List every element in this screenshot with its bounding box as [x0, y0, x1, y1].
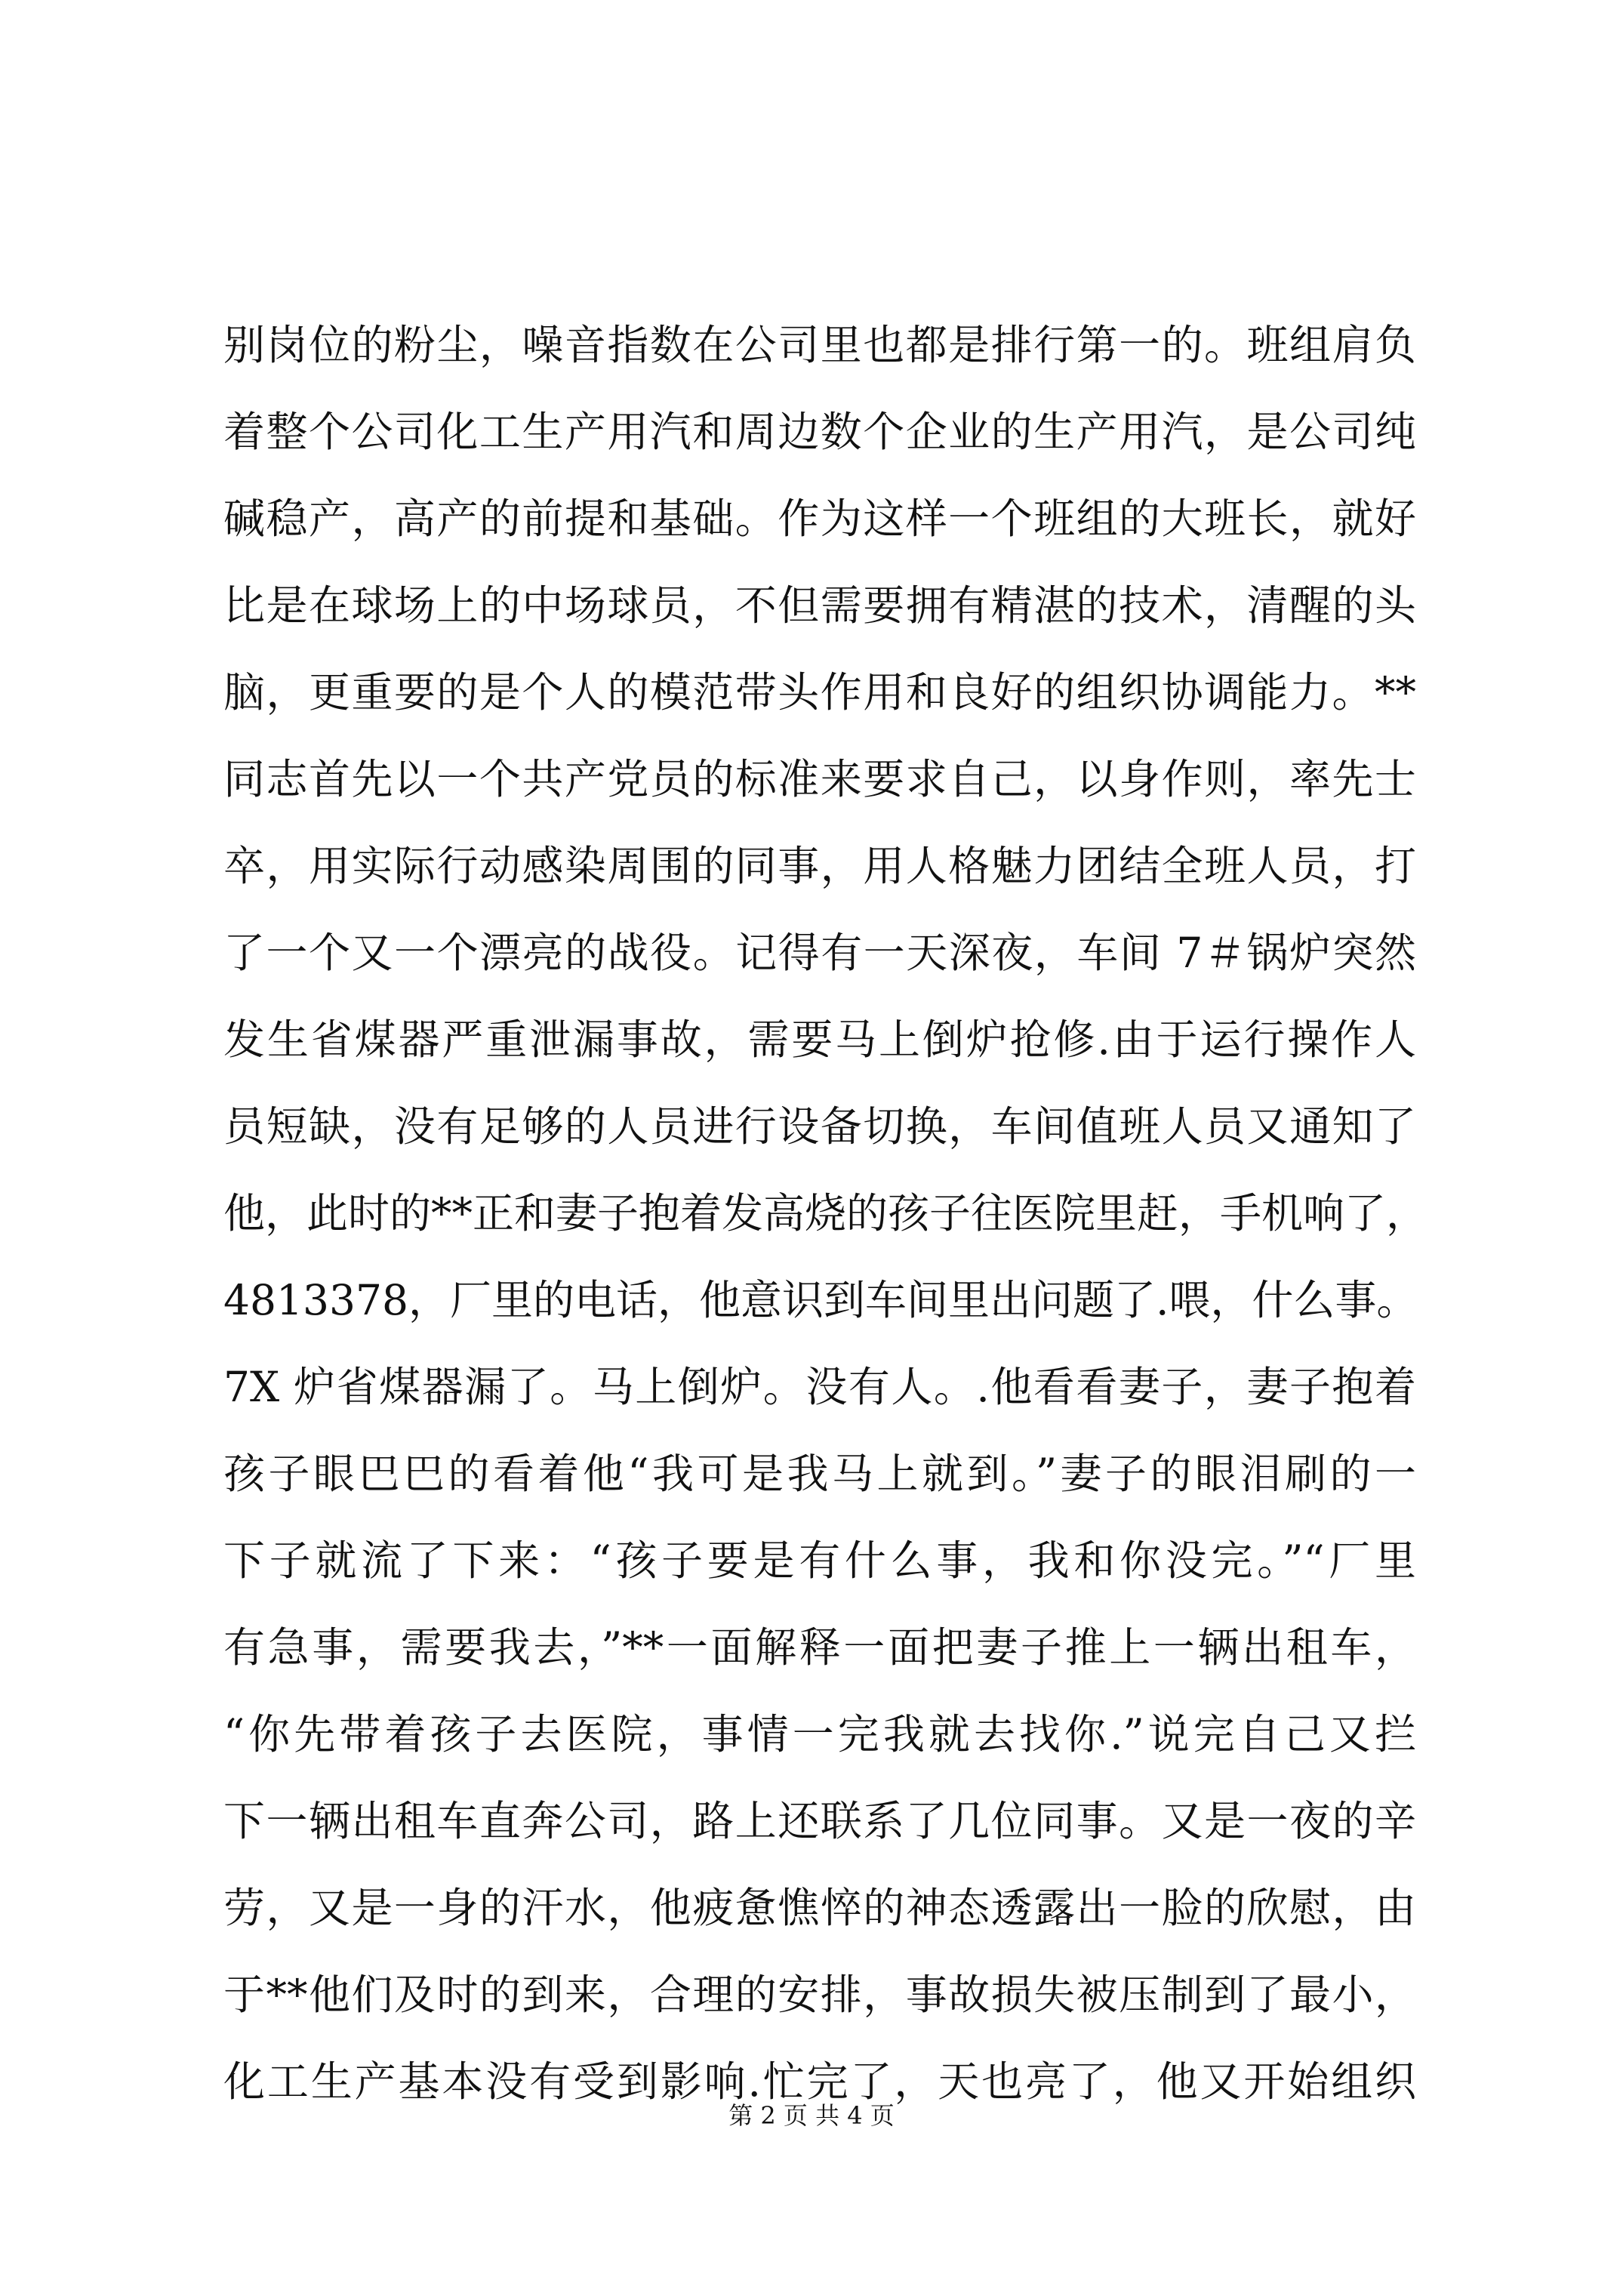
- text-line: 了一个又一个漂亮的战役。记得有一天深夜，车间 7＃锅炉突然: [223, 929, 1416, 977]
- text-line: 化工生产基本没有受到影响.忙完了，天也亮了，他又开始组织: [223, 2057, 1416, 2106]
- text-line: 4813378，厂里的电话，他意识到车间里出问题了.喂，什么事。: [223, 1276, 1418, 1324]
- text-line: 劳，又是一身的汗水，他疲惫憔悴的神态透露出一脸的欣慰，由: [223, 1884, 1416, 1932]
- body-text: [223, 302, 1428, 2125]
- text-line: 碱稳产，高产的前提和基础。作为这样一个班组的大班长，就好: [223, 495, 1416, 543]
- text-line: 员短缺，没有足够的人员进行设备切换，车间值班人员又通知了: [223, 1102, 1416, 1151]
- text-line: 下一辆出租车直奔公司，路上还联系了几位同事。又是一夜的辛: [223, 1797, 1416, 1845]
- text-line: 别岗位的粉尘，噪音指数在公司里也都是排行第一的。班组肩负: [223, 321, 1416, 369]
- text-line: “你先带着孩子去医院，事情一完我就去找你.”说完自己又拦: [223, 1710, 1416, 1758]
- text-line: 比是在球场上的中场球员，不但需要拥有精湛的技术，清醒的头: [223, 581, 1416, 630]
- text-line: 同志首先以一个共产党员的标准来要求自己，以身作则，率先士: [223, 755, 1416, 803]
- text-line: 发生省煤器严重泄漏事故，需要马上倒炉抢修.由于运行操作人: [223, 1015, 1416, 1064]
- text-line: 他，此时的**正和妻子抱着发高烧的孩子往医院里赶，手机响了，: [223, 1189, 1428, 1237]
- text-line: 于**他们及时的到来，合理的安排，事故损失被压制到了最小，: [223, 1971, 1416, 2019]
- text-line: 脑，更重要的是个人的模范带头作用和良好的组织协调能力。**: [223, 668, 1416, 717]
- page-footer: 第 2 页 共 4 页: [728, 2101, 895, 2130]
- text-line: 7X 炉省煤器漏了。马上倒炉。没有人。.他看看妻子，妻子抱着: [223, 1363, 1416, 1411]
- text-line: 卒，用实际行动感染周围的同事，用人格魅力团结全班人员，打: [223, 842, 1416, 890]
- text-line: 着整个公司化工生产用汽和周边数个企业的生产用汽，是公司纯: [223, 408, 1416, 456]
- text-line: 有急事，需要我去，”**一面解释一面把妻子推上一辆出租车，: [223, 1623, 1416, 1672]
- text-line: 孩子眼巴巴的看着他“我可是我马上就到。”妻子的眼泪刷的一: [223, 1450, 1416, 1498]
- text-line: 下子就流了下来：“孩子要是有什么事，我和你没完。”“厂里: [223, 1536, 1416, 1585]
